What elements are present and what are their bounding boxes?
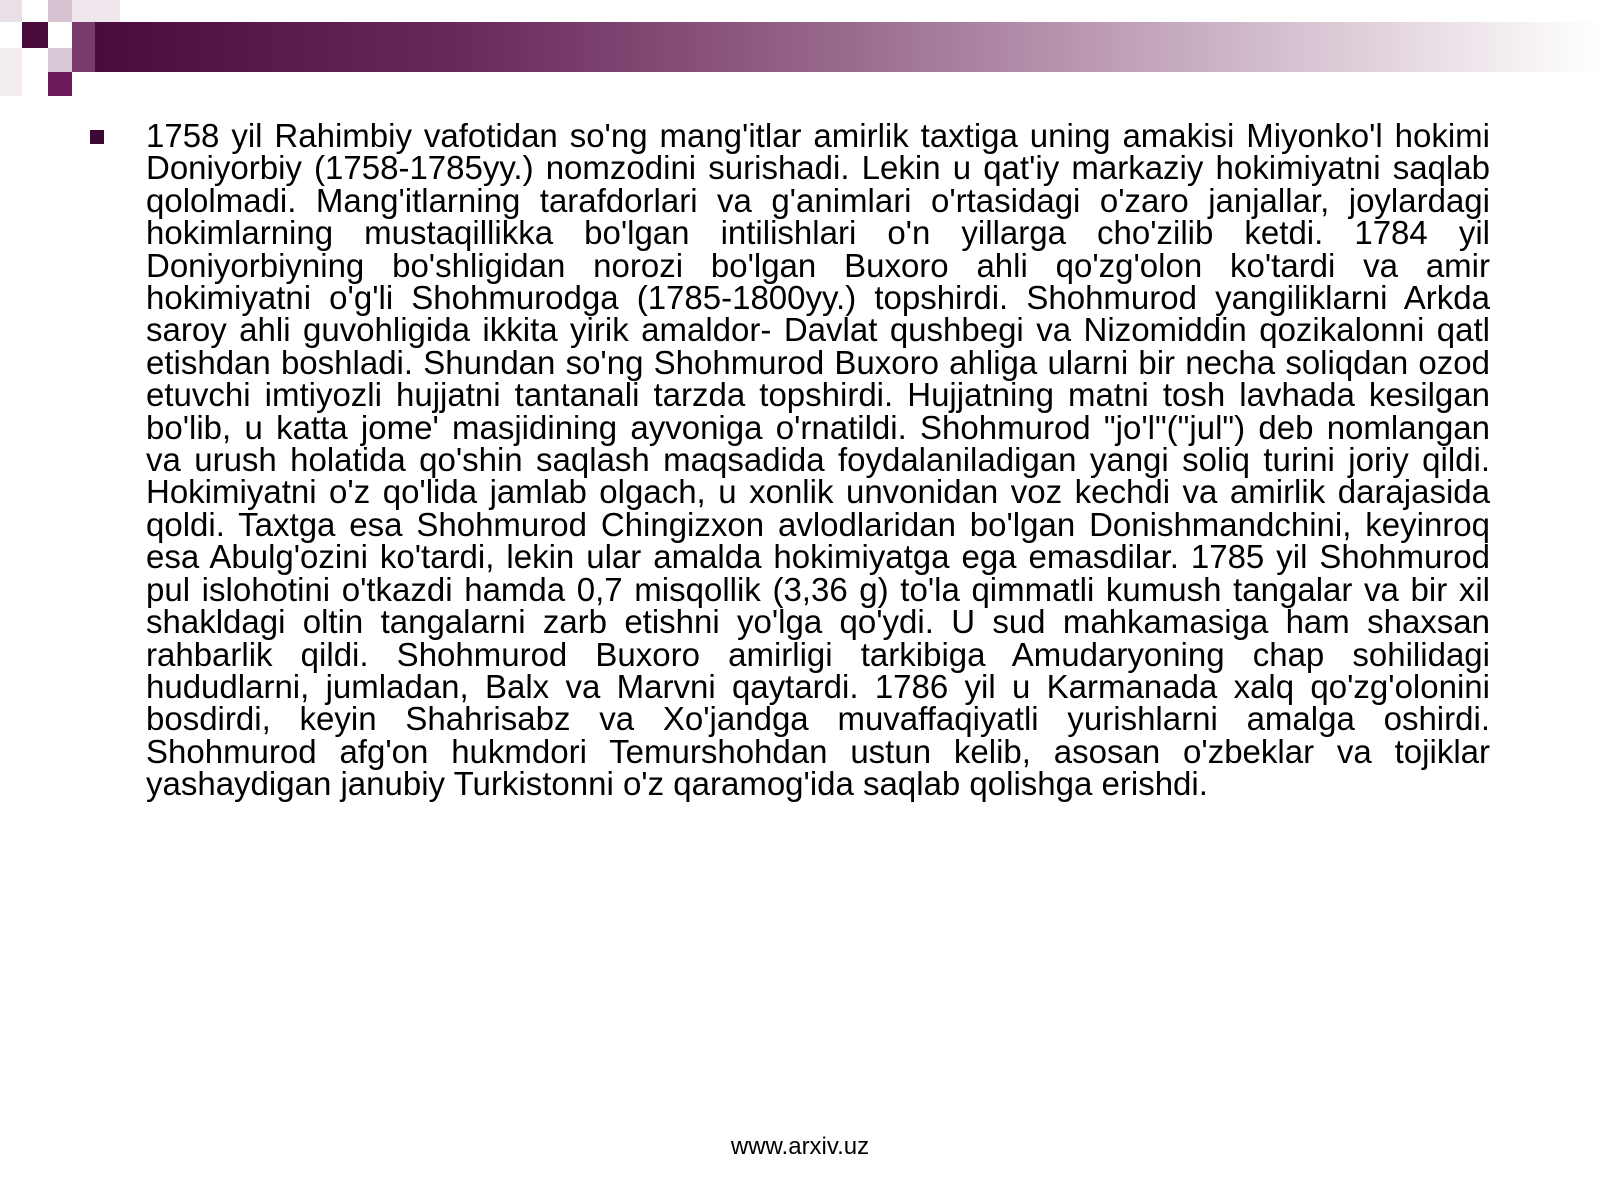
decor-square [0,48,22,96]
decor-square [48,72,72,96]
square-bullet-icon [90,130,104,144]
decor-square [48,0,72,22]
decor-square [22,22,48,48]
decor-square [0,0,22,22]
decor-square [72,0,120,22]
body-paragraph: 1758 yil Rahimbiy vafotidan so'ng mang'itlar amirlik taxtiga uning amakisi Miyonko'l hokimi Doniyorbiy (1758-1785yy.) nomzodini surishadi. Lekin u qat'iy markaziy hokimiyatni saqlab qololmadi. Mang'itlarning tarafdorlari va g'animlari o'rtasidagi o'zaro janjallar, joylardagi hokimlarning mustaqillikka bo'lgan intilishlari o'n yillarga cho'zilib ketdi. 1784 yil Doniyorbiyning bo'shligidan norozi bo'lgan Buxoro ahli qo'zg'olon ko'tardi va amir hokimiyatni o'g'li Shohmurodga (1785-1800yy.) topshirdi. Shohmurod yangiliklarni Arkda saroy ahli guvohligida ikkita yirik amaldor- Davlat qushbegi va Nizomiddin qozikalonni qatl etishdan boshladi. Shundan so'ng Shohmurod Buxoro ahliga ularni bir necha soliqdan ozod etuvchi imtiyozli hujjatni tantanali tarzda topshirdi. Hujjatning matni tosh lavhada kesilgan bo'lib, u katta jome' masjidining ayvoniga o'rnatildi. Shohmurod "jo'l"("jul") deb nomlangan va urush holatida qo'shin saqlash maqsadida foydalaniladigan yangi soliq turini joriy qildi. Hokimiyatni o'z qo'lida jamlab olgach, u xonlik unvonidan voz kechdi va amirlik darajasida qoldi. Taxtga esa Shohmurod Chingizxon avlodlaridan bo'lgan Donishmandchini, keyinroq esa Abulg'ozini ko'tardi, lekin ular amalda hokimiyatga ega emasdilar. 1785 yil Shohmurod pul islohotini o'tkazdi hamda 0,7 misqollik (3,36 g) to'la qimmatli kumush tangalar va bir xil shakldagi oltin tangalarni zarb etishni yo'lga qo'ydi. U sud mahkamasiga ham shaxsan rahbarlik qildi. Shohmurod Buxoro amirligi tarkibiga Amudaryoning chap sohilidagi hududlarni, jumladan, Balx va Marvni qaytardi. 1786 yil u Karmanada xalq qo'zg'olonini bosdirdi, keyin Shahrisabz va Xo'jandga muvaffaqiyatli yurishlarni amalga oshirdi. Shohmurod afg'on hukmdori Temurshohdan ustun kelib, asosan o'zbeklar va tojiklar yashaydigan janubiy Turkistonni o'z qaramog'ida saqlab qolishga erishdi. [146,117,1490,803]
footer-url: www.arxiv.uz [730,1133,870,1160]
decor-square [48,48,72,72]
decor-square [72,22,95,72]
header-gradient-band [95,22,1600,72]
